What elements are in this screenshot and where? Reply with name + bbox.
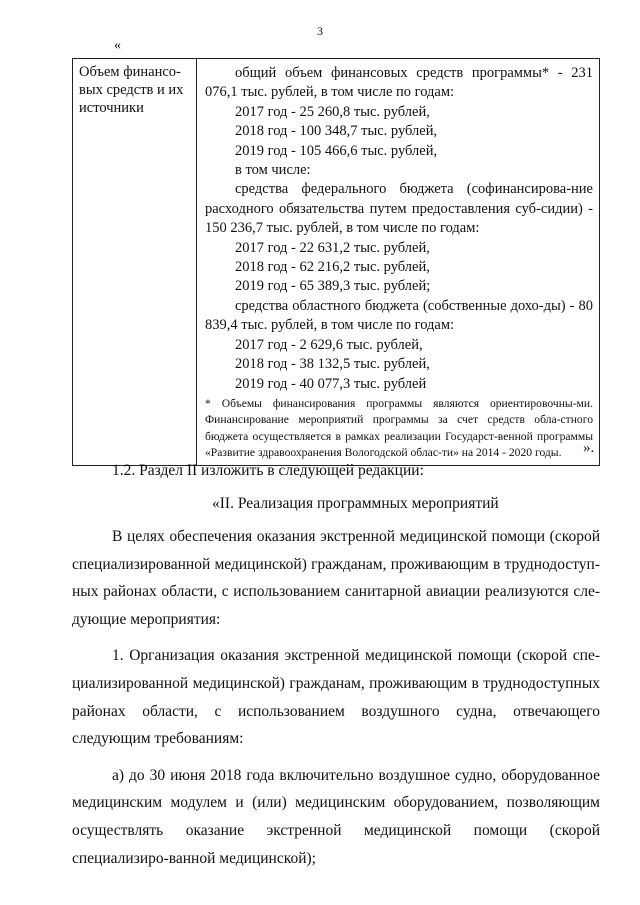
paragraph-intro: В целях обеспечения оказания экстренной медицинской помощи (скорой специализированной медицинской) гражданам, проживающим в труднодоступ-ных районах области, с использованием санитарной авиации реализуются сле-дующие мероприятия:	[72, 528, 600, 628]
section-title: «II. Реализация программных мероприятий	[212, 495, 499, 512]
table-content-cell	[197, 59, 600, 466]
page-number: 3	[317, 24, 323, 38]
total-year-2019: 2019 год - 105 466,6 тыс. рублей,	[235, 142, 438, 159]
opening-quote-mark: «	[114, 38, 121, 53]
federal-year-2017: 2017 год - 22 631,2 тыс. рублей,	[235, 239, 430, 256]
federal-year-2018: 2018 год - 62 216,2 тыс. рублей,	[235, 259, 430, 276]
total-year-2017: 2017 год - 25 260,8 тыс. рублей,	[235, 103, 430, 120]
closing-quote-mark: ».	[583, 440, 595, 456]
regional-funding-text: средства областного бюджета (собственные дохо-ды) - 80 839,4 тыс. рублей, в том числе по годам:	[205, 297, 593, 334]
footnote: * Объемы финансирования программы являются ориентировочны-ми. Финансирование мероприятий программы за счет средств обла-стного бюджета осуществляется в рамках реализации Государст-венной программы «Развитие здравоохранения Вологодской облас-ти» на 2014 - 2020 годы.	[205, 396, 593, 460]
paragraph-item-a: а) до 30 июня 2018 года включительно воздушное судно, оборудованное медицинским модулем и (или) медицинским оборудованием, позволяющим осуществлять оказание экстренной медицинской помощи (скорой специализиро-ванной медицинской);	[72, 766, 600, 867]
paragraph-item-1: 1. Организация оказания экстренной медицинской помощи (скорой спе-циализированной медицинской) гражданам, проживающим в труднодоступных районах области, с использованием воздушного судна, отвечающего следующим требованиям:	[72, 647, 600, 748]
document-body	[72, 458, 600, 872]
regional-year-2018: 2018 год - 38 132,5 тыс. рублей,	[235, 356, 430, 373]
table-row	[73, 59, 600, 466]
including-text: в том числе:	[235, 162, 311, 179]
financing-table	[72, 58, 600, 466]
amendment-instruction: 1.2. Раздел II изложить в следующей редакции:	[112, 462, 424, 479]
table-label-cell	[73, 59, 197, 466]
table-label: Объем финансо-вых средств и их источники	[79, 64, 184, 116]
regional-year-2017: 2017 год - 2 629,6 тыс. рублей,	[235, 336, 423, 353]
total-year-2018: 2018 год - 100 348,7 тыс. рублей,	[235, 123, 438, 140]
federal-year-2019: 2019 год - 65 389,3 тыс. рублей;	[235, 278, 431, 295]
regional-year-2019: 2019 год - 40 077,3 тыс. рублей	[235, 375, 427, 392]
total-funding-text: общий объем финансовых средств программы* - 231 076,1 тыс. рублей, в том числе по годам:	[205, 65, 593, 101]
federal-funding-text: средства федерального бюджета (софинансирова-ние расходного обязательства путем предоставления суб-сидии) - 150 236,7 тыс. рублей, в том числе по годам:	[205, 181, 593, 237]
